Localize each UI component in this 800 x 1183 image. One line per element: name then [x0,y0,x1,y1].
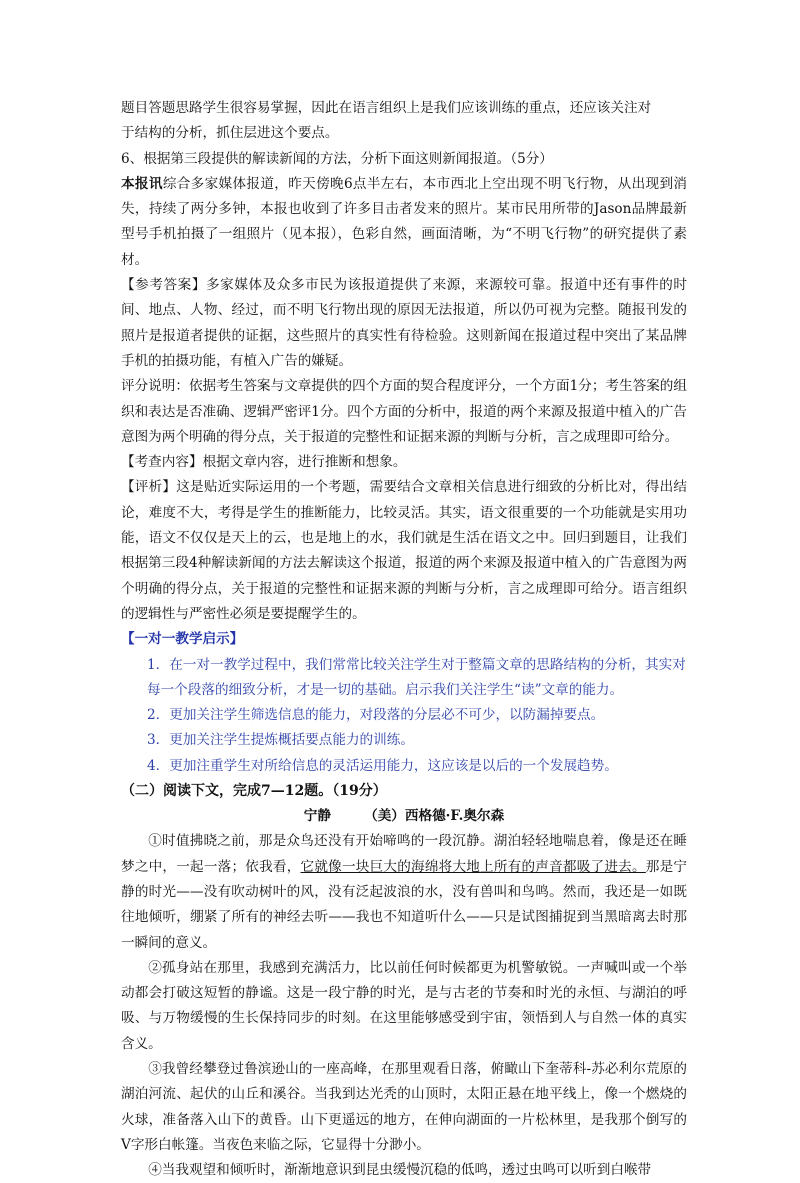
article-paragraph-1 [121,829,687,955]
question-6-prompt: 6、根据第三段提供的解读新闻的方法，分析下面这则新闻报道。（5分） [121,150,553,167]
news-body: 综合多家媒体报道，昨天傍晚6点半左右，本市西北上空出现不明飞行物，从出现到消失，持续了两分多钟，本报也收到了许多目击者发来的照片。某市民用所带的Jason品牌最新型号手机拍摄了一组照片（见本报），色彩自然，画面清晰，为“不明飞行物”的研究提供了素材。 [121,175,688,268]
article-paragraph-2: ②孤身站在那里，我感到充满活力，比以前任何时候都更为机警敏锐。一声喊叫或一个举动都会打破这短暂的静谧。这是一段宁静的时光，是与古老的节奏和时光的永恒、与湖泊的呼吸、与万物缓慢的生长保持同步的时刻。在这里能够感受到宇宙，领悟到人与自然一体的真实含义。 [121,959,687,1052]
focus-paragraph [121,450,687,475]
tip-item: 4．更加注重学生对所给信息的灵活运用能力，这应该是以后的一个发展趋势。 [147,757,618,774]
reference-answer [121,273,687,374]
tips-heading: 【一对一教学启示】 [121,631,244,648]
article-paragraph-4: ④当我观望和倾听时，渐渐地意识到昆虫缓慢沉稳的低鸣，透过虫鸣可以听到白喉带 [148,1162,652,1179]
article-title: 宁静 [303,808,331,825]
focus-tag: 【考查内容】 [121,454,203,471]
intro-paragraph [121,96,687,147]
answer-text: 多家媒体及众多市民为该报道提供了来源，来源较可靠。报道中还有事件的时间、地点、人物、经过，而不明飞行物出现的原因无法报道，所以仍可视为完整。随报刊发的照片是报道者提供的证据，这些照片的真实性有待检验。这则新闻在报道过程中突出了某品牌手机的拍摄功能，有植入广告的嫌疑。 [121,277,688,369]
tip-item: 3．更加关注学生提炼概括要点能力的训练。 [147,732,414,749]
intro-line-2: 于结构的分析，抓住层进这个要点。 [121,125,339,142]
scoring-notes: 评分说明：依据考生答案与文章提供的四个方面的契合程度评分，一个方面1分；考生答案的组织和表达是否准确、逻辑严密评1分。四个方面的分析中，报道的两个来源及报道中植入的广告意图为两个明确的得分点，关于报道的完整性和证据来源的判断与分析，言之成理即可给分。 [121,378,687,445]
answer-tag: 【参考答案】 [121,277,206,294]
analysis-tag: 【评析】 [121,479,177,496]
article-author: （美）西格德·F.奥尔森 [364,808,505,825]
article-title-line [121,804,687,829]
tip-item: 2．更加关注学生筛选信息的能力，对段落的分层必不可少，以防漏掉要点。 [147,707,605,724]
analysis-paragraph [121,475,687,627]
tip-item: 1．在一对一教学过程中，我们常常比较关注学生对于整篇文章的思路结构的分析，其实对每一个段落的细致分析，才是一切的基础。启示我们关注学生“读”文章的能力。 [147,656,686,698]
news-lead: 本报讯 [121,175,163,192]
focus-text: 根据文章内容，进行推断和想象。 [202,454,407,471]
document-page [121,96,687,1183]
article-paragraph-3: ③我曾经攀登过鲁滨逊山的一座高峰，在那里观看日落，俯瞰山下奎蒂科-苏必利尔荒原的湖泊河流、起伏的山丘和溪谷。当我到达光秃的山顶时，太阳正悬在地平线上，像一个燃烧的火球，准备落入山下的黄昏。山下更遥远的地方，在伸向湖面的一片松林里，是我那个倒写的V字形白帐篷。当夜色来临之际，它显得十分渺小。 [121,1060,687,1153]
news-paragraph [121,172,687,273]
paragraph-1-text-cont: 那是宁静的时光——没有吹动树叶的风，没有泛起波浪的水，没有兽叫和鸟鸣。然而，我还是一如既往地倾听，绷紧了所有的神经去听——我也不知道听什么——只是试图捕捉到当黑暗离去时那一瞬间的意义。 [121,858,688,951]
section-2-heading: （二）阅读下文，完成7—12题。（19分） [121,783,387,800]
intro-line-1: 题目答题思路学生很容易掌握，因此在语言组织上是我们应该训练的重点，还应该关注对 [121,100,652,116]
paragraph-1-text: ①时值拂晓之前，那是众鸟还没有开始啼鸣的一段沉静。湖泊轻轻地喘息着，像是还在睡梦之中，一起一落；依我看， [121,833,687,875]
underlined-sentence: 它就像一块巨大的海绵将大地上所有的声音都吸了进去。 [300,858,646,875]
analysis-text: 这是贴近实际运用的一个考题，需要结合文章相关信息进行细致的分析比对，得出结论，难度不大，考得是学生的推断能力，比较灵活。其实，语文很重要的一个功能就是实用功能，语文不仅仅是天上的云，也是地上的水，我们就是生活在语文之中。回归到题目，让我们根据第三段4种解读新闻的方法去解读这个报道，报道的两个来源及报道中植入的广告意图为两个明确的得分点，关于报道的完整性和证据来源的判断与分析，言之成理即可给分。语言组织的逻辑性与严密性必须是要提醒学生的。 [121,479,688,622]
